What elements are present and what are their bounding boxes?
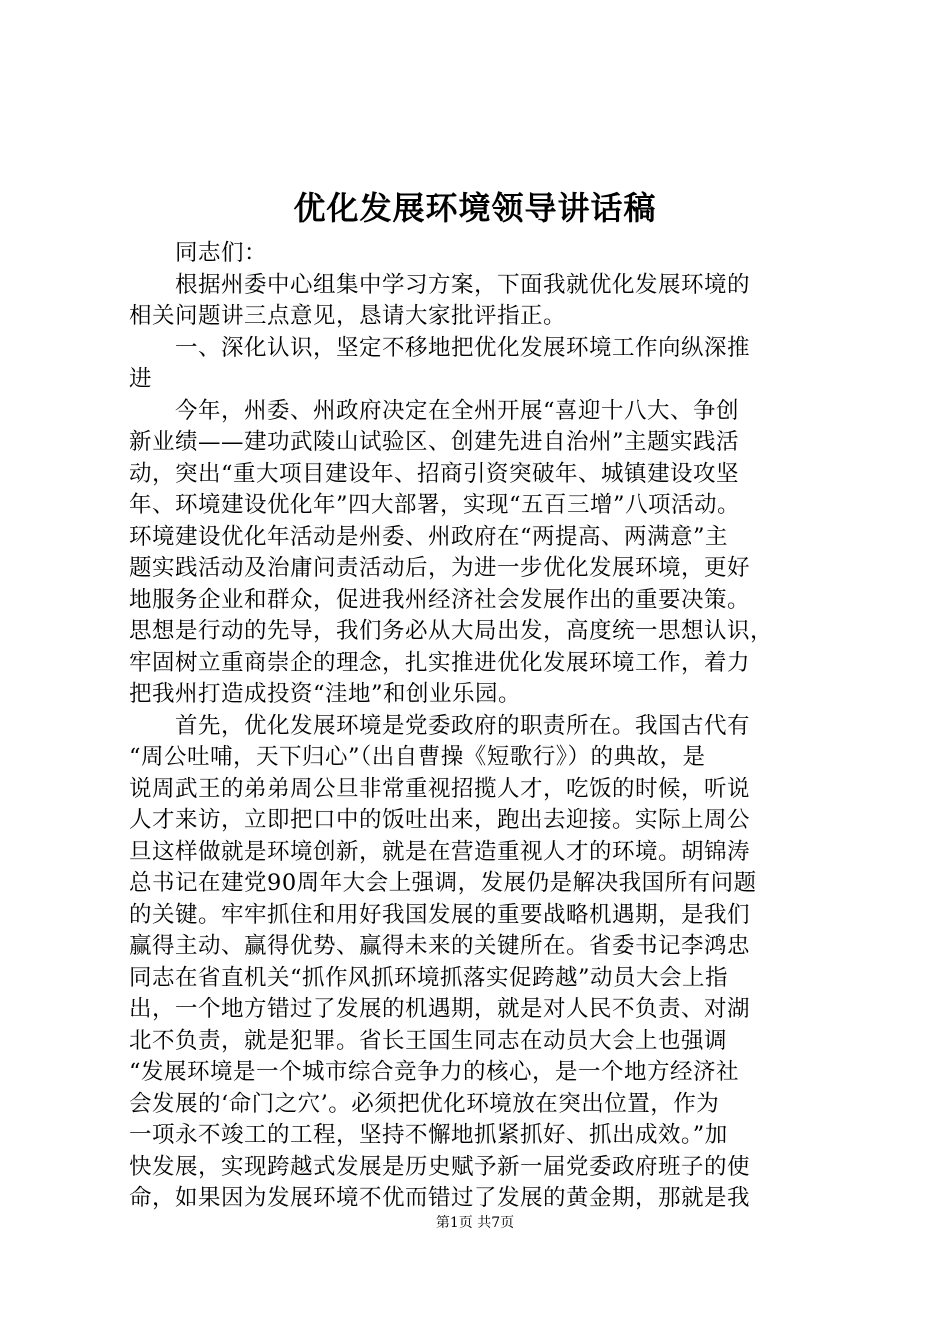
body-text-line: 出，一个地方错过了发展的机遇期，就是对人民不负责、对湖 — [129, 996, 751, 1022]
body-text-line: 思想是行动的先导，我们务必从大局出发，高度统一思想认识， — [129, 618, 774, 644]
body-text-line: 北不负责，就是犯罪。省长王国生同志在动员大会上也强调 — [129, 1027, 728, 1054]
body-text-line: 根据州委中心组集中学习方案，下面我就优化发展环境的 — [129, 271, 751, 298]
body-text-line: 年、环境建设优化年”四大部署，实现“五百三增”八项活动。 — [129, 492, 741, 518]
body-text-line: 一项永不竣工的工程，坚持不懈地抓紧抓好、抓出成效。”加 — [129, 1122, 728, 1148]
body-text-line: 旦这样做就是环境创新，就是在营造重视人才的环境。胡锦涛 — [129, 838, 751, 865]
body-text-line: 牢固树立重商崇企的理念，扎实推进优化发展环境工作，着力 — [129, 649, 751, 676]
body-text-line: 相关问题讲三点意见，恳请大家批评指正。 — [129, 303, 567, 329]
body-text-line: 人才来访，立即把口中的饭吐出来，跑出去迎接。实际上周公 — [129, 807, 751, 833]
body-text-line: 环境建设优化年活动是州委、州政府在“两提高、两满意”主 — [129, 523, 729, 550]
body-text-line: 同志们： — [129, 240, 268, 266]
body-text-line: 同志在省直机关“抓作风抓环境抓落实促跨越”动员大会上指 — [129, 964, 729, 991]
body-text-line: 快发展，实现跨越式发展是历史赋予新一届党委政府班子的使 — [129, 1153, 751, 1180]
body-text-line: 命，如果因为发展环境不优而错过了发展的黄金期，那就是我 — [129, 1185, 751, 1211]
body-text-line: “发展环境是一个城市综合竞争力的核心，是一个地方经济社 — [129, 1059, 740, 1085]
body-text-line: 赢得主动、赢得优势、赢得未来的关键所在。省委书记李鸿忠 — [129, 933, 751, 959]
body-text-line: “周公吐哺，天下归心”（出自曹操《短歌行》）的典故，是 — [129, 744, 706, 770]
body-text-line: 首先，优化发展环境是党委政府的职责所在。我国古代有 — [129, 712, 751, 739]
page-footer: 第1页 共7页 — [435, 1215, 515, 1231]
body-text-line: 说周武王的弟弟周公旦非常重视招揽人才，吃饭的时候，听说 — [129, 775, 751, 802]
body-text-line: 题实践活动及治庸问责活动后，为进一步优化发展环境，更好 — [129, 555, 751, 581]
body-text-line: 地服务企业和群众，促进我州经济社会发展作出的重要决策。 — [129, 586, 751, 613]
body-text-line: 进 — [129, 366, 153, 392]
body-text-line: 新业绩——建功武陵山试验区、创建先进自治州”主题实践活 — [129, 429, 740, 455]
body-text-line: 把我州打造成投资“洼地”和创业乐园。 — [129, 681, 522, 707]
body-text-line: 一、深化认识，坚定不移地把优化发展环境工作向纵深推 — [129, 334, 751, 361]
body-text-line: 动，突出“重大项目建设年、招商引资突破年、城镇建设攻坚 — [129, 460, 740, 487]
body-text-line: 会发展的‘命门之穴’。必须把优化环境放在突出位置，作为 — [129, 1090, 720, 1117]
body-text-line: 总书记在建党90周年大会上强调，发展仍是解决我国所有问题 — [129, 870, 757, 896]
body-text-line: 的关键。牢牢抓住和用好我国发展的重要战略机遇期，是我们 — [129, 901, 751, 928]
document-body — [129, 238, 839, 1215]
body-text-line: 今年，州委、州政府决定在全州开展“喜迎十八大、争创 — [129, 397, 740, 424]
document-title: 优化发展环境领导讲话稿 — [293, 189, 657, 227]
